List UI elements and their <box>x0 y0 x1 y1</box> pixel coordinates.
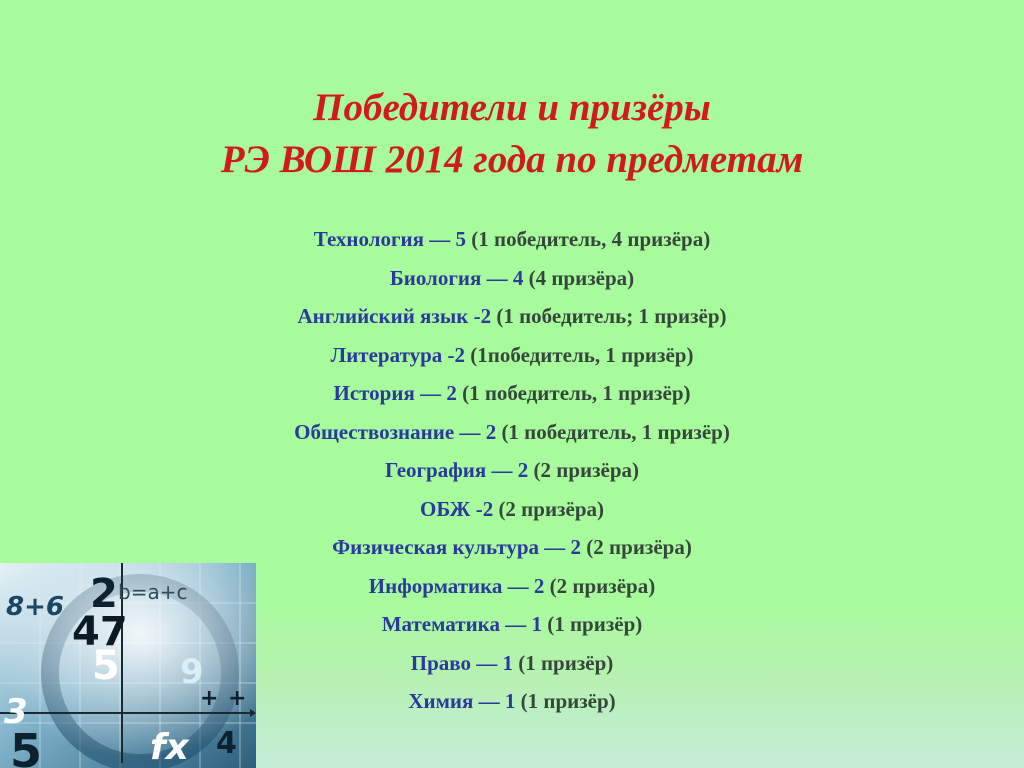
subject-name: Английский язык - <box>297 304 481 328</box>
list-item <box>0 490 1024 529</box>
subject-details: (2 призёра) <box>528 458 640 482</box>
svg-text:+: + <box>200 686 219 711</box>
list-item <box>0 528 1024 567</box>
subject-name: История — <box>333 381 447 405</box>
slide-title-line-2: РЭ ВОШ 2014 года по предметам <box>220 138 804 181</box>
list-item <box>0 297 1024 336</box>
list-item <box>0 220 1024 259</box>
subject-details: (2 призёра) <box>493 496 604 521</box>
subject-count: 2 <box>570 535 582 559</box>
deco-glyph-8: fx <box>150 727 189 768</box>
deco-glyph-4: 5 <box>92 643 120 689</box>
list-item <box>0 451 1024 490</box>
subject-details: (1 призёр) <box>515 689 616 713</box>
subject-details: (1 победитель, 1 призёр) <box>496 419 730 444</box>
subject-details: (1 победитель; 1 призёр) <box>491 304 727 328</box>
subject-name: Биология — <box>389 265 513 290</box>
list-item <box>0 567 1024 606</box>
list-item <box>0 336 1024 375</box>
subject-details: (1 призёр) <box>541 612 643 636</box>
list-item <box>0 374 1024 413</box>
subject-count: 1 <box>502 650 513 675</box>
subject-name: Информатика — <box>368 573 534 598</box>
list-item <box>0 644 1024 683</box>
subject-details: (2 призёра) <box>544 573 656 598</box>
list-item <box>0 605 1024 644</box>
subject-name: Химия — <box>408 689 505 713</box>
subject-count: 2 <box>454 342 466 367</box>
subject-name: Право — <box>410 650 503 675</box>
subject-name: ОБЖ - <box>419 496 483 521</box>
deco-glyph-1: 2 <box>90 571 118 617</box>
subject-count: 1 <box>504 689 516 713</box>
subject-details: (1 победитель, 1 призёр) <box>456 381 691 405</box>
list-item <box>0 682 1024 721</box>
subject-count: 5 <box>455 227 467 251</box>
subject-details: (1 победитель, 4 призёра) <box>466 227 711 251</box>
subject-details: (1победитель, 1 призёр) <box>465 342 694 367</box>
subject-count: 2 <box>480 304 492 328</box>
subject-details: (1 призёр) <box>512 650 614 675</box>
subject-count: 2 <box>517 458 529 482</box>
subject-name: Физическая культура — <box>332 535 571 559</box>
subject-name: Обществознание — <box>294 419 486 444</box>
subject-details: (2 призёра) <box>581 535 692 559</box>
slide-title <box>0 82 1024 186</box>
deco-glyph-0: 8+6 <box>6 592 64 622</box>
subject-count: 4 <box>512 265 524 290</box>
deco-glyph-2: b=a+c <box>118 580 188 604</box>
subject-list <box>0 220 1024 721</box>
subject-name: География — <box>384 458 518 482</box>
subject-count: 1 <box>531 612 542 636</box>
deco-glyph-3: 47 <box>72 609 128 655</box>
subject-name: Математика — <box>381 612 532 636</box>
subject-name: Литература - <box>330 342 455 367</box>
deco-glyph-9: 4 <box>216 726 237 761</box>
slide-title-line-1: Победители и призёры <box>313 86 711 129</box>
list-item <box>0 413 1024 452</box>
svg-text:+: + <box>228 686 247 711</box>
deco-glyph-5: 3 <box>4 692 28 732</box>
subject-details: (4 призёра) <box>523 265 635 290</box>
subject-count: 2 <box>533 573 545 598</box>
subject-count: 2 <box>485 419 497 444</box>
subject-count: 2 <box>482 496 494 521</box>
deco-glyph-7: 9 <box>180 652 204 692</box>
subject-count: 2 <box>446 381 457 405</box>
subject-name: Технология — <box>313 227 456 251</box>
deco-glyph-6: 5 <box>10 724 43 768</box>
list-item <box>0 259 1024 298</box>
